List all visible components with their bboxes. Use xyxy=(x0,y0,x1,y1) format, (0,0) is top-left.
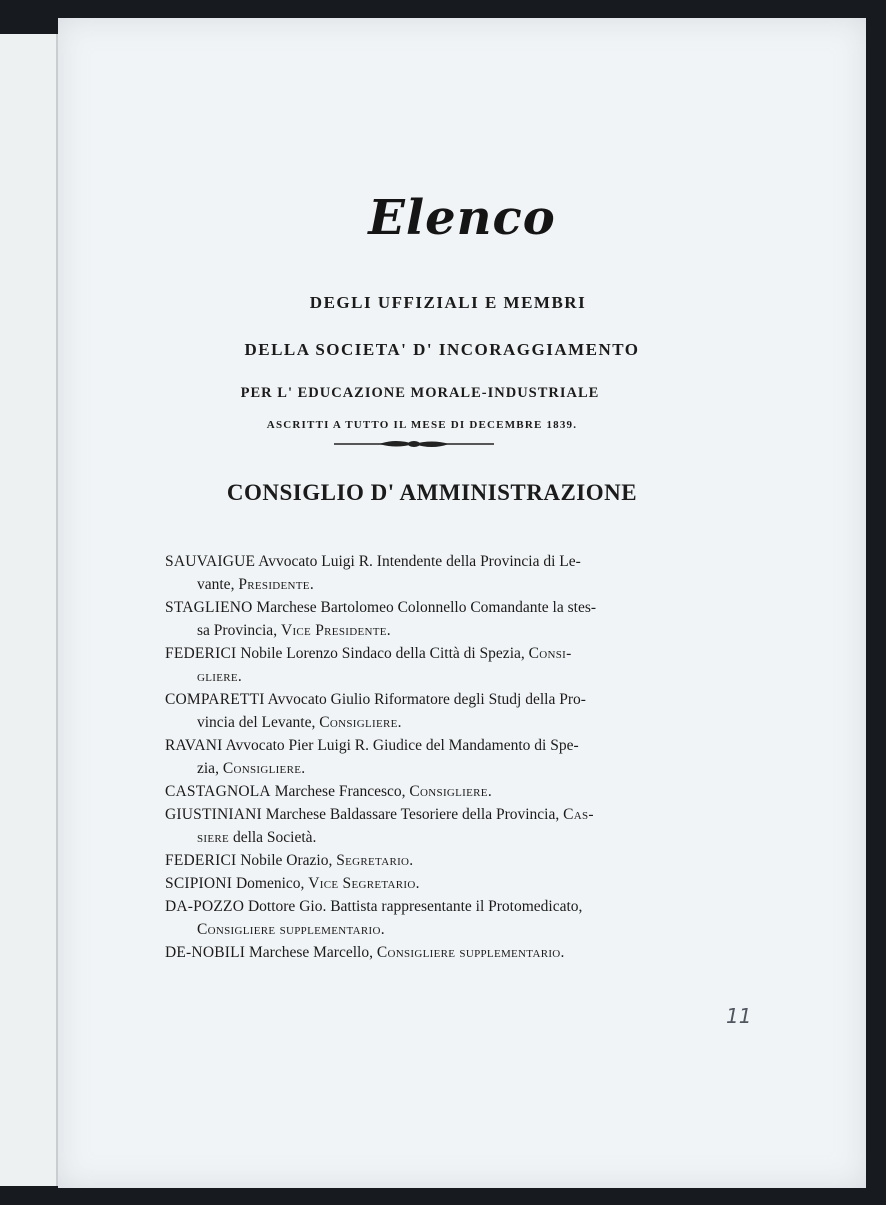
member-text-tail: della Società. xyxy=(232,829,317,846)
member-surname: FEDERICI xyxy=(165,645,237,662)
facing-page xyxy=(0,34,58,1186)
member-role-inline: Consi- xyxy=(528,645,572,662)
member-surname: DA-POZZO xyxy=(165,898,245,915)
list-item xyxy=(165,550,735,596)
list-item xyxy=(165,941,735,964)
member-text: Marchese Marcello, xyxy=(249,944,373,961)
member-text: Marchese Baldassare Tesoriere della Provincia, xyxy=(265,806,560,823)
member-text-cont: sa Provincia, xyxy=(197,622,278,639)
member-surname: COMPARETTI xyxy=(165,691,265,708)
member-text-cont: vincia del Levante, xyxy=(197,714,316,731)
member-role: siere xyxy=(197,829,230,846)
member-text-cont: zia, xyxy=(197,760,219,777)
member-surname: DE-NOBILI xyxy=(165,944,246,961)
member-role: Consigliere. xyxy=(222,760,306,777)
list-item xyxy=(165,688,735,734)
list-item xyxy=(165,803,735,849)
list-item xyxy=(165,642,735,688)
title-line-1: DEGLI UFFIZIALI E MEMBRI xyxy=(309,293,587,312)
member-role: Consigliere. xyxy=(319,714,402,731)
member-text: Nobile Lorenzo Sindaco della Città di Spezia, xyxy=(240,645,525,662)
member-surname: CASTAGNOLA xyxy=(165,783,271,800)
member-text: Domenico, xyxy=(235,875,305,892)
member-surname: STAGLIENO xyxy=(165,599,253,616)
member-role: Vice Presidente. xyxy=(280,622,391,639)
elenco-title: Elenco xyxy=(368,190,556,246)
member-surname: FEDERICI xyxy=(165,852,237,869)
member-surname: GIUSTINIANI xyxy=(165,806,262,823)
list-item xyxy=(165,895,735,941)
member-role: gliere. xyxy=(197,668,243,685)
member-role-inline: Consigliere supplementario. xyxy=(376,944,565,961)
list-item xyxy=(165,872,735,895)
pencil-page-number: 11 xyxy=(726,1004,752,1028)
list-item xyxy=(165,596,735,642)
ornament-divider xyxy=(334,436,494,452)
title-line-4: ASCRITTI A TUTTO IL MESE DI DECEMBRE 1839. xyxy=(266,419,578,431)
document-page xyxy=(58,18,866,1188)
list-item xyxy=(165,734,735,780)
section-heading: CONSIGLIO D' AMMINISTRAZIONE xyxy=(226,480,638,505)
member-role-inline: Consigliere. xyxy=(409,783,492,800)
member-text: Avvocato Pier Luigi R. Giudice del Mandamento di Spe- xyxy=(225,737,579,754)
title-line-3: PER L' EDUCAZIONE MORALE-INDUSTRIALE xyxy=(240,385,600,401)
member-list xyxy=(165,550,735,964)
member-role-inline: Cas- xyxy=(563,806,594,823)
member-surname: SCIPIONI xyxy=(165,875,233,892)
list-item xyxy=(165,780,735,803)
member-text-cont: vante, xyxy=(197,576,235,593)
member-role-inline: Vice Segretario. xyxy=(308,875,420,892)
member-surname: SAUVAIGUE xyxy=(165,553,256,570)
title-line-2: DELLA SOCIETA' D' INCORAGGIAMENTO xyxy=(244,340,640,359)
member-role: Presidente. xyxy=(238,576,315,593)
member-text: Nobile Orazio, xyxy=(240,852,333,869)
member-text: Avvocato Giulio Riformatore degli Studj della Pro- xyxy=(267,691,586,708)
member-text: Marchese Bartolomeo Colonnello Comandante la stes- xyxy=(256,599,597,616)
member-role-inline: Segretario. xyxy=(336,852,414,869)
list-item xyxy=(165,849,735,872)
member-role: Consigliere supplementario. xyxy=(197,921,385,938)
member-text: Marchese Francesco, xyxy=(274,783,406,800)
member-text: Avvocato Luigi R. Intendente della Provincia di Le- xyxy=(258,553,581,570)
member-surname: RAVANI xyxy=(165,737,223,754)
member-text: Dottore Gio. Battista rappresentante il Protomedicato, xyxy=(247,898,583,915)
